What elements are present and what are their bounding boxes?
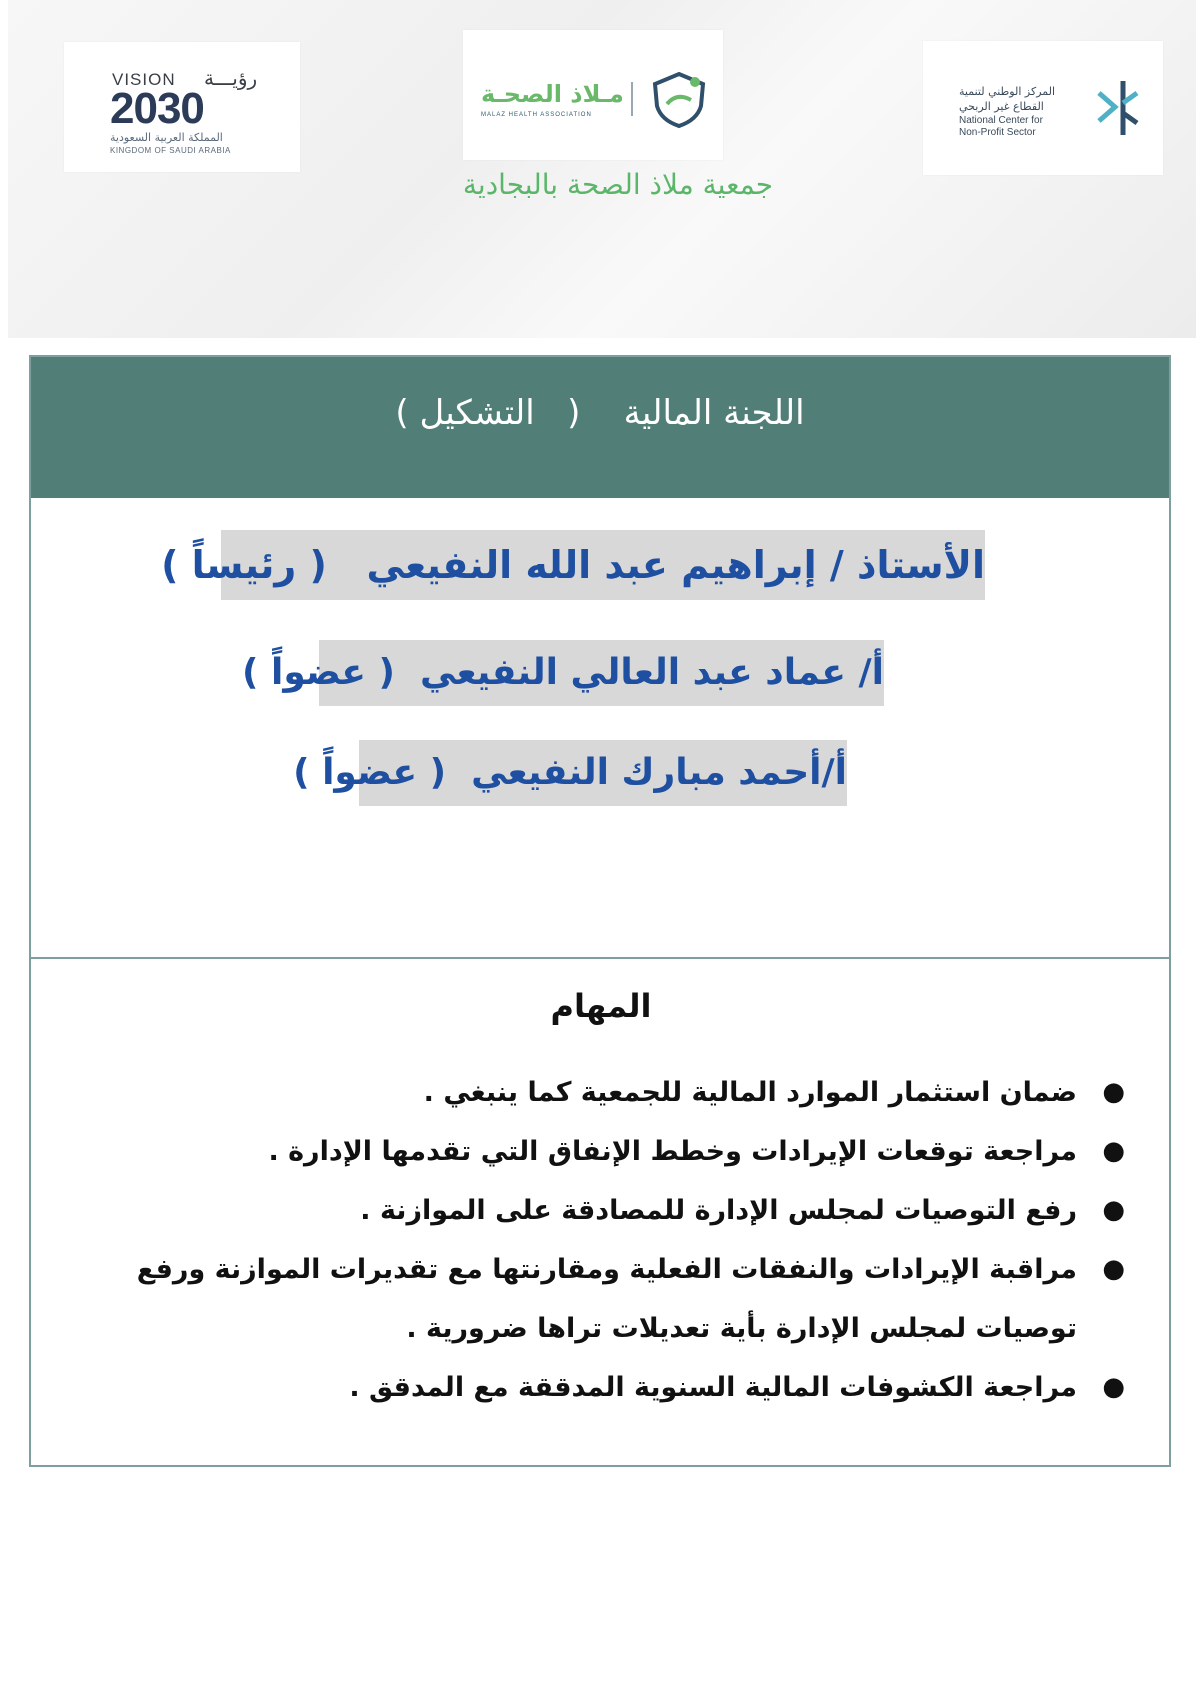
- committee-title: اللجنة المالية ( التشكيل ): [395, 393, 805, 433]
- ncnp-mark-icon: [1093, 77, 1141, 139]
- vision-logo-word-ar: رؤيـــة: [204, 66, 258, 90]
- member-2: أ/أحمد مبارك النفيعي ( عضواً ): [359, 740, 847, 806]
- malaz-logo-name-en: MALAZ HEALTH ASSOCIATION: [481, 112, 592, 118]
- ncnp-logo: [923, 41, 1163, 175]
- member-1: أ/ عماد عبد العالي النفيعي ( عضواً ): [319, 640, 884, 706]
- vision-logo-word-en: VISION: [112, 70, 176, 89]
- shield-icon: [647, 70, 711, 130]
- letterhead-band: [8, 0, 1196, 338]
- vision-2030-logo: [64, 42, 300, 172]
- tasks-list: [53, 1063, 1133, 1417]
- task-text: ضمان استثمار الموارد المالية للجمعية كما ينبغي .: [423, 1077, 1077, 1108]
- task-text: مراجعة الكشوفات المالية السنوية المدققة مع المدقق .: [349, 1372, 1077, 1403]
- task-text: مراجعة توقعات الإيرادات وخطط الإنفاق التي تقدمها الإدارة .: [268, 1136, 1077, 1167]
- organization-title: جمعية ملاذ الصحة بالبجادية: [462, 168, 774, 201]
- member-chair: الأستاذ / إبراهيم عبد الله النفيعي ( رئيساً ): [221, 530, 985, 600]
- malaz-health-logo: [463, 30, 723, 160]
- ncnp-logo-line2-ar: القطاع غير الربحي: [959, 100, 1044, 113]
- vision-logo-year: 2030: [110, 84, 204, 133]
- vision-logo-country-en: KINGDOM OF SAUDI ARABIA: [110, 146, 231, 155]
- tasks-heading: المهام: [550, 987, 652, 1025]
- list-item: [53, 1063, 1133, 1122]
- malaz-logo-name-ar: مـلاذ الصحـة: [481, 80, 624, 108]
- logo-separator: [631, 82, 633, 116]
- ncnp-logo-line1-en: National Center for: [959, 115, 1043, 126]
- committee-header: [31, 357, 1169, 498]
- bullet-icon: ●: [1102, 1372, 1125, 1402]
- section-divider: [31, 957, 1169, 959]
- bullet-icon: ●: [1102, 1254, 1125, 1284]
- committee-box: [29, 355, 1171, 1467]
- bullet-icon: ●: [1102, 1195, 1125, 1225]
- list-item: [53, 1240, 1133, 1358]
- bullet-icon: ●: [1102, 1077, 1125, 1107]
- bullet-icon: ●: [1102, 1136, 1125, 1166]
- list-item: [53, 1122, 1133, 1181]
- list-item: [53, 1181, 1133, 1240]
- vision-logo-country-ar: المملكة العربية السعودية: [110, 131, 223, 144]
- task-text: رفع التوصيات لمجلس الإدارة للمصادقة على الموازنة .: [360, 1195, 1077, 1226]
- list-item: [53, 1358, 1133, 1417]
- ncnp-logo-line1-ar: المركز الوطني لتنمية: [959, 85, 1056, 98]
- ncnp-logo-line2-en: Non-Profit Sector: [959, 127, 1036, 138]
- task-text: مراقبة الإيرادات والنفقات الفعلية ومقارنتها مع تقديرات الموازنة ورفع توصيات لمجلس الإدارة بأية تعديلات تراها ضرورية .: [136, 1254, 1077, 1344]
